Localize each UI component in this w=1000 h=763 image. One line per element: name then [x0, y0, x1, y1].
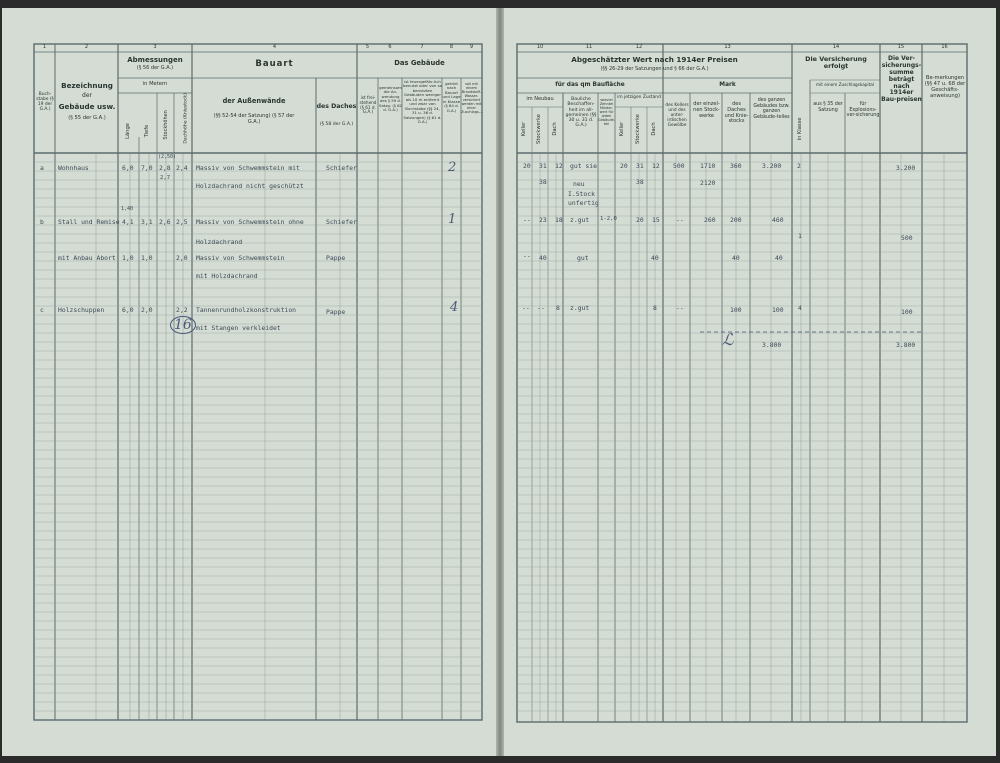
row-b2-roof: Pappe: [326, 254, 346, 262]
header-abm-ref: (§ 56 der G.A.): [136, 65, 174, 71]
r1-keller: 20: [523, 162, 531, 170]
r1-keller2: 20: [620, 162, 628, 170]
r7-dach-mark: 100: [730, 306, 742, 314]
header-ganzen: des ganzen Gebäudes bzw. ganzen Gebäude-teiles: [753, 98, 790, 120]
row-b2-wall2: mit Holzdachrand: [196, 272, 258, 280]
header-buchstabe: Buch-stabe (§ 19 der G.A.): [36, 92, 54, 113]
row-a-laenge: 6,0: [122, 164, 134, 172]
row-c-laenge: 6,0: [122, 306, 134, 314]
colnum-10: 10: [536, 44, 544, 50]
header-des-daches: des Daches: [316, 103, 357, 110]
header-der: der: [82, 92, 92, 99]
header-dach: Dach: [552, 122, 559, 136]
r7-keller: --: [522, 304, 530, 312]
r6-keller: --: [523, 252, 531, 260]
header-kellerwert: des Kellers und des unter-irdischen Gewölbe: [665, 103, 689, 128]
row-c-annotation: 16: [170, 316, 196, 334]
row-c-wall2: mit Stangen verkleidet: [196, 324, 281, 332]
colnum-5: 5: [365, 44, 370, 50]
header-aussen-ref: (§§ 52-54 der Satzung) (§ 57 der G.A.): [213, 113, 295, 125]
header-gebaeude: Gebäude usw.: [58, 102, 116, 111]
r4-keller-mark: --: [676, 216, 684, 224]
header-bezeichnung: Bezeichnung: [61, 81, 113, 90]
header-bauart: Bauart: [255, 59, 294, 69]
colnum-9: 9: [469, 44, 474, 50]
total-summe: 3.800: [896, 341, 916, 349]
header-aus: aus § 35 der Satzung: [813, 102, 843, 113]
row-a-wall2: Holzdachrand nicht geschützt: [196, 182, 304, 190]
row-b-stock: 2,6: [159, 218, 171, 226]
row-a-tiefe: 7,0: [141, 164, 153, 172]
row-b2-laenge: 1,0: [122, 254, 134, 262]
row-b2-tiefe: 1,0: [141, 254, 153, 262]
r1-keller-mark: 500: [673, 162, 685, 170]
header-laenge: Länge: [125, 123, 132, 139]
r7-ganz-mark: 100: [772, 306, 784, 314]
row-a-wall1: Massiv von Schwemmstein mit: [196, 164, 300, 172]
row-b-dach: 2,5: [176, 218, 188, 226]
colnum-2: 2: [84, 44, 89, 50]
r7-beschaffenheit: z.gut: [570, 304, 590, 312]
row-b-tiefe: 3,1: [141, 218, 153, 226]
header-mark: Mark: [719, 82, 736, 88]
row-b-laenge: 4,1: [122, 218, 134, 226]
header-zuschlag: mit einem Zuschlagskapital: [816, 82, 874, 87]
header-dach-2: Dach: [651, 122, 658, 136]
r1-dach-mark: 360: [730, 162, 742, 170]
header-col9: soll mit einem Brandstoff-Wasser-versichert werden mit einer Zuschlags-...: [461, 82, 484, 115]
colnum-16: 16: [941, 44, 948, 50]
r3-beschaffenheit: I.Stock unfertig: [568, 190, 599, 207]
row-c-dach: 2,2: [176, 306, 188, 314]
colnum-11: 11: [585, 44, 593, 50]
header-abg-ref: (§§ 26-29 der Satzungen und § 66 der G.A.): [600, 66, 709, 72]
r2-stock2: 38: [636, 178, 644, 186]
colnum-4: 4: [272, 44, 277, 50]
header-col5: ist frei-stehend (§ 61 d. G.A.): [359, 95, 377, 115]
colnum-12: 12: [635, 44, 643, 50]
header-in-klasse: in Klasse: [797, 117, 804, 141]
r7-klasse: 4: [798, 304, 802, 312]
row-b2-wall1: Massiv von Schwemmstein: [196, 254, 285, 262]
r6-beschaffenheit: gut: [577, 254, 589, 262]
header-bauliche: Bauliche Beschaffen-heit im all-gemeinen (§§ 30 u. 31 d. G.A.): [565, 97, 597, 129]
header-in-metern: in Metern: [142, 81, 168, 87]
r4-ganz-mark: 460: [772, 216, 784, 224]
r7-dach2: 8: [653, 304, 657, 312]
row-b-wall2: Holzdachrand: [196, 238, 243, 246]
row-b-letter: b: [40, 218, 44, 226]
header-col7: ist feuergefähr-lich benutzt oder von so benutzten Gebäuden weniger als 10 m entfernt und zwar von Buchstabe (§§ 24, 31 u. 36 d. Satzungen) (§ 61 d. G.A.): [403, 79, 442, 125]
row-c-klasse: 4: [450, 300, 459, 315]
r2-beschaffenheit: neu: [573, 180, 585, 188]
row-a-klasse: 2: [448, 160, 457, 175]
colnum-6: 6: [388, 44, 392, 50]
header-stockwerke: Stockwerke: [536, 114, 543, 144]
header-stockhoehen: Stockhöhen: [163, 110, 170, 140]
header-bemerkungen: Be-merkungen (§§ 47 u. 68 der Geschäfts-anweisung): [924, 75, 966, 99]
r7-keller-mark: --: [676, 304, 684, 312]
row-c-letter: c: [40, 306, 44, 314]
row-a-dach: 2,4: [176, 164, 188, 172]
r4-beschaffenheit: z.gut: [570, 216, 590, 224]
colnum-1: 1: [42, 44, 47, 50]
header-fuer-qm: für das qm Baufläche: [555, 82, 625, 88]
signature-mark: ℒ: [722, 330, 734, 349]
r5-klasse: 1: [798, 232, 802, 240]
r7-summe: 100: [901, 308, 913, 316]
r4-dach2: 15: [652, 216, 660, 224]
row-b-name: Stall und Remise: [58, 218, 120, 226]
r1-stock: 31: [539, 162, 547, 170]
row-c-wall1: Tannenrundholzkonstruktion: [196, 306, 297, 314]
colnum-13: 13: [724, 44, 731, 50]
header-aussenwaende: der Außenwände: [222, 97, 286, 105]
header-col8: gehört nach Bauart und Lage in Klasse (§ 64 d. G.A.): [442, 81, 461, 113]
colnum-7: 7: [420, 44, 424, 50]
r7-dach: 8: [556, 304, 560, 312]
header-versicherung: Die Versicherung erfolgt: [805, 55, 867, 71]
row-c-tiefe: 2,0: [141, 306, 153, 314]
header-keller: Keller: [521, 121, 528, 137]
header-bez-ref: (§ 55 der G.A.): [68, 115, 106, 121]
row-a-extra-stock: 2,7: [160, 175, 171, 181]
row-a-stock-sup: (2,50): [158, 154, 177, 160]
header-im-neubau: im Neubau: [526, 96, 554, 102]
header-dachhoehe: Dachhöhe (Kniestock): [183, 93, 189, 144]
row-b-klasse: 1: [448, 212, 457, 227]
r4-minder: 1-2,0: [600, 216, 617, 222]
r6-dach-mark: 40: [732, 254, 740, 262]
colnum-8: 8: [449, 44, 454, 50]
r1-klasse: 2: [797, 162, 801, 170]
r7-stock: --: [537, 304, 545, 312]
row-b2-dach: 2,0: [176, 254, 188, 262]
r1-ganz-mark: 3.200: [762, 162, 782, 170]
r5-summe: 500: [901, 234, 913, 242]
row-c-name: Holzschuppen: [58, 306, 105, 314]
colnum-14: 14: [832, 44, 840, 50]
header-daches-knie: des Daches und Knie-stocks: [724, 101, 749, 125]
header-wievielt: wieviel Zehntel Minder-wert für jeden Gebäude-teil: [598, 98, 616, 127]
header-tiefe: Tiefe: [144, 124, 151, 138]
row-b-wall1: Massiv von Schwemmstein ohne: [196, 218, 304, 226]
header-abmessungen: Abmessungen: [127, 56, 183, 64]
header-das-gebaeude: Das Gebäude: [394, 59, 445, 67]
colnum-15: 15: [897, 44, 905, 50]
colnum-3: 3: [153, 44, 157, 50]
r2-stock-mark: 2120: [700, 179, 716, 187]
row-a-letter: a: [40, 164, 44, 172]
header-im-jetzigen: im jetzigen Zustand: [617, 95, 661, 100]
r4-stock: 23: [539, 216, 547, 224]
row-b-roof: Schiefer: [326, 218, 357, 226]
r6-ganz-mark: 40: [775, 254, 783, 262]
r6-stock: 40: [539, 254, 547, 262]
r4-stock-mark: 260: [704, 216, 716, 224]
header-einzelnen: der einzel-nen Stock-werke: [693, 101, 720, 119]
r4-dach-mark: 200: [730, 216, 742, 224]
r1-dach2: 12: [652, 162, 660, 170]
r1-dach: 12: [555, 162, 563, 170]
r1-summe: 3.200: [896, 164, 916, 172]
row-b2-name: mit Anbau Abort: [58, 254, 116, 262]
header-keller-2: Keller: [619, 121, 626, 137]
r1-stock2: 31: [636, 162, 644, 170]
header-dach-ref: (§ 58 der G.A.): [319, 122, 354, 127]
r1-stock-mark: 1710: [700, 162, 716, 170]
r4-keller: --: [523, 216, 531, 224]
row-a-name: Wohnhaus: [58, 164, 89, 172]
row-c-roof: Pappe: [326, 308, 346, 316]
header-summe: Die Ver-sicherungs-summe beträgt nach 1914er Bau-preisen: [881, 55, 922, 104]
header-col6: gemeinsam die An-wendung des § 59 d. Satzg. (§ 62 d. G.A.): [379, 85, 403, 113]
row-a-stock: 2,8: [159, 164, 171, 172]
header-abgeschaetzt: Abgeschätzter Wert nach 1914er Preisen: [571, 55, 738, 64]
r2-stock: 38: [539, 178, 547, 186]
row-a-roof: Schiefer: [326, 164, 357, 172]
r6-stock2: 40: [651, 254, 659, 262]
header-stockwerke-2: Stockwerke: [635, 114, 642, 144]
header-explosion: für Explosions-ver-sicherung: [846, 102, 880, 119]
r1-beschaffenheit: gut sie: [570, 162, 597, 170]
row-b-pre: 1,40: [121, 206, 134, 212]
r4-dach: 18: [555, 216, 563, 224]
r4-stock2: 20: [636, 216, 644, 224]
total-ganz: 3.800: [762, 341, 782, 349]
